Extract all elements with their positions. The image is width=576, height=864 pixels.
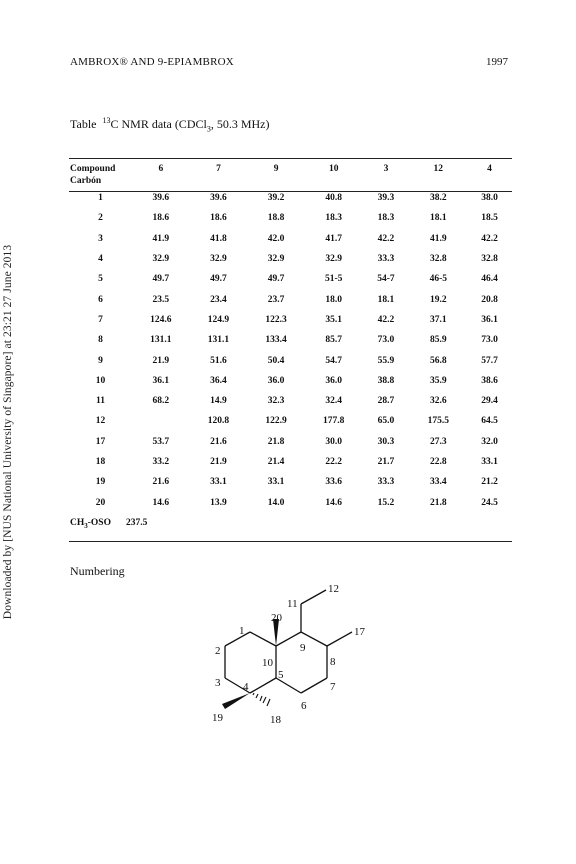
hashed-bond-18 bbox=[253, 693, 270, 706]
extra-row bbox=[70, 518, 148, 530]
atom-label: 3 bbox=[215, 677, 221, 689]
shift-value: 14.6 bbox=[152, 497, 170, 508]
shift-value: 177.8 bbox=[323, 416, 345, 427]
atom-label: 7 bbox=[330, 681, 336, 693]
carbon-number: 2 bbox=[98, 213, 103, 224]
shift-value: 18.6 bbox=[210, 213, 227, 224]
shift-value: 28.7 bbox=[377, 396, 395, 407]
table-row bbox=[69, 391, 512, 411]
shift-value: 33.3 bbox=[377, 254, 395, 265]
shift-value: 41.9 bbox=[152, 233, 170, 244]
table-row bbox=[69, 310, 512, 330]
shift-value: 33.3 bbox=[377, 477, 395, 488]
atom-label: 6 bbox=[301, 700, 307, 712]
shift-value: 57.7 bbox=[481, 355, 498, 366]
shift-value: 41.8 bbox=[210, 233, 227, 244]
molecule-numbering-diagram bbox=[180, 575, 400, 745]
shift-value: 27.3 bbox=[429, 436, 447, 447]
shift-value: 30.0 bbox=[325, 436, 342, 447]
shift-value: 73.0 bbox=[481, 335, 498, 346]
shift-value: 21.7 bbox=[377, 457, 395, 467]
shift-value: 18.3 bbox=[377, 213, 395, 224]
atom-label: 19 bbox=[212, 712, 223, 724]
bond bbox=[301, 678, 327, 693]
shift-value: 21.8 bbox=[267, 436, 285, 447]
wedge-bond-19 bbox=[222, 693, 250, 709]
table-row bbox=[69, 249, 512, 269]
shift-value: 175.5 bbox=[427, 416, 449, 427]
shift-value: 36.1 bbox=[152, 375, 170, 386]
shift-value: 32.4 bbox=[325, 396, 342, 407]
shift-value: 14.0 bbox=[267, 497, 285, 508]
shift-value: 42.0 bbox=[267, 233, 285, 244]
shift-value: 21.8 bbox=[429, 497, 447, 508]
bond bbox=[276, 632, 301, 646]
shift-value: 30.3 bbox=[377, 436, 395, 447]
table-row bbox=[69, 330, 512, 350]
shift-value: 85.9 bbox=[429, 335, 447, 346]
shift-value: 22.8 bbox=[429, 457, 447, 467]
table-row bbox=[69, 472, 512, 492]
shift-value: 21.6 bbox=[152, 477, 170, 488]
shift-value: 24.5 bbox=[481, 497, 498, 508]
atom-label: 2 bbox=[215, 645, 221, 657]
shift-value: 39.6 bbox=[210, 193, 227, 204]
atom-label: 12 bbox=[328, 583, 339, 595]
download-notice-text: Downloaded by [NUS National University of Singapore] at 23:21 27 June 2013 bbox=[2, 244, 15, 620]
table-row bbox=[69, 492, 512, 512]
caption-subscript: 3 bbox=[206, 124, 211, 134]
atom-label: 20 bbox=[271, 612, 282, 624]
bond bbox=[250, 632, 276, 646]
shift-value: 56.8 bbox=[429, 355, 447, 366]
caption-isotope: 13 bbox=[102, 116, 111, 125]
caption-suffix: , 50.3 MHz) bbox=[210, 117, 270, 131]
table-bottom-rule bbox=[69, 541, 512, 542]
shift-value: 22.2 bbox=[325, 457, 342, 467]
shift-value: 39.6 bbox=[152, 193, 170, 204]
column-header: 3 bbox=[383, 164, 389, 174]
carbon-number: 17 bbox=[95, 436, 106, 447]
shift-value: 18.3 bbox=[325, 213, 342, 224]
shift-value: 124.6 bbox=[150, 314, 172, 325]
column-header: 7 bbox=[216, 164, 221, 174]
shift-value: 33.2 bbox=[152, 457, 170, 467]
shift-value: 18.5 bbox=[481, 213, 498, 224]
shift-value: 36.0 bbox=[325, 375, 342, 386]
shift-value: 85.7 bbox=[325, 335, 342, 346]
shift-value: 54-7 bbox=[377, 274, 395, 285]
shift-value: 39.2 bbox=[267, 193, 285, 204]
shift-value: 122.9 bbox=[265, 416, 287, 427]
shift-value: 14.9 bbox=[210, 396, 227, 407]
shift-value: 36.0 bbox=[267, 375, 285, 386]
table-top-rule bbox=[69, 158, 512, 159]
shift-value: 21.9 bbox=[152, 355, 170, 366]
shift-value: 49.7 bbox=[210, 274, 227, 285]
shift-value: 64.5 bbox=[481, 416, 498, 427]
shift-value: 23.7 bbox=[267, 294, 285, 305]
shift-value: 38.8 bbox=[377, 375, 395, 386]
carbon-number: 11 bbox=[96, 396, 105, 407]
shift-value: 38.6 bbox=[481, 375, 498, 386]
shift-value: 21.6 bbox=[210, 436, 227, 447]
shift-value: 38.0 bbox=[481, 193, 498, 204]
shift-value: 18.1 bbox=[377, 294, 395, 305]
atom-label: 11 bbox=[287, 598, 298, 610]
shift-value: 33.1 bbox=[267, 477, 285, 488]
numbering-heading: Numbering bbox=[70, 564, 125, 578]
shift-value: 13.9 bbox=[210, 497, 227, 508]
nmr-data-table bbox=[69, 164, 512, 513]
shift-value: 42.2 bbox=[377, 314, 395, 325]
shift-value: 18.1 bbox=[429, 213, 447, 224]
carbon-number: 4 bbox=[98, 254, 103, 265]
shift-value: 32.9 bbox=[267, 254, 285, 265]
table-row bbox=[69, 411, 512, 431]
shift-value: 35.9 bbox=[429, 375, 447, 386]
shift-value: 38.2 bbox=[429, 193, 447, 204]
shift-value: 37.1 bbox=[429, 314, 447, 325]
shift-value: 21.9 bbox=[210, 457, 227, 467]
shift-value: 33.1 bbox=[481, 457, 498, 467]
shift-value: 50.4 bbox=[267, 355, 285, 366]
shift-value: 39.3 bbox=[377, 193, 395, 204]
shift-value: 18.8 bbox=[267, 213, 285, 224]
shift-value: 18.6 bbox=[152, 213, 170, 224]
shift-value: 65.0 bbox=[377, 416, 395, 427]
carbon-number: 8 bbox=[98, 335, 103, 346]
shift-value: 49.7 bbox=[152, 274, 170, 285]
table-row bbox=[69, 208, 512, 228]
shift-value: 53.7 bbox=[152, 436, 170, 447]
bond bbox=[327, 632, 352, 646]
running-head: AMBROX® AND 9-EPIAMBROX bbox=[70, 56, 234, 68]
page-number: 1997 bbox=[486, 56, 508, 68]
table-row bbox=[69, 432, 512, 452]
atom-label: 17 bbox=[354, 626, 365, 638]
shift-value: 23.5 bbox=[152, 294, 170, 305]
shift-value: 33.4 bbox=[429, 477, 447, 488]
shift-value: 55.9 bbox=[377, 355, 395, 366]
carbon-number: 10 bbox=[95, 375, 106, 386]
table-subheader-row bbox=[69, 176, 512, 188]
atom-label: 9 bbox=[300, 642, 306, 654]
shift-value: 122.3 bbox=[265, 314, 287, 325]
shift-value: 131.1 bbox=[207, 335, 230, 346]
shift-value: 73.0 bbox=[377, 335, 395, 346]
atom-label: 1 bbox=[239, 625, 245, 637]
shift-value: 42.2 bbox=[481, 233, 498, 244]
shift-value: 32.9 bbox=[210, 254, 227, 265]
shift-value bbox=[132, 411, 190, 431]
shift-value: 15.2 bbox=[377, 497, 395, 508]
table-caption bbox=[70, 116, 270, 133]
shift-value: 35.1 bbox=[325, 314, 342, 325]
column-header: 12 bbox=[433, 164, 444, 174]
shift-value: 131.1 bbox=[150, 335, 172, 346]
atom-label: 4 bbox=[243, 681, 249, 693]
shift-value: 46.4 bbox=[481, 274, 498, 285]
header-compound-label: Compound bbox=[70, 164, 116, 174]
shift-value: 19.2 bbox=[429, 294, 447, 305]
shift-value: 20.8 bbox=[481, 294, 498, 305]
carbon-number: 20 bbox=[95, 497, 106, 508]
shift-value: 32.8 bbox=[481, 254, 498, 265]
table-row bbox=[69, 371, 512, 391]
extra-row-value: 237.5 bbox=[126, 518, 148, 528]
carbon-number: 3 bbox=[98, 233, 103, 244]
shift-value: 68.2 bbox=[152, 396, 170, 407]
download-notice bbox=[0, 0, 16, 864]
carbon-number: 19 bbox=[95, 477, 106, 488]
shift-value: 23.4 bbox=[210, 294, 227, 305]
shift-value: 42.2 bbox=[377, 233, 395, 244]
shift-value: 124.9 bbox=[207, 314, 230, 325]
bond bbox=[225, 632, 250, 646]
column-header: 9 bbox=[273, 164, 279, 174]
table-row bbox=[69, 229, 512, 249]
header-carbon-label: Carbón bbox=[70, 176, 102, 186]
table-row bbox=[69, 289, 512, 309]
table-row bbox=[69, 188, 512, 208]
carbon-number: 6 bbox=[98, 294, 103, 305]
shift-value: 18.0 bbox=[325, 294, 342, 305]
carbon-number: 5 bbox=[98, 274, 103, 285]
caption-prefix: Table bbox=[70, 117, 97, 131]
shift-value: 32.9 bbox=[152, 254, 170, 265]
caption-main: C NMR data (CDCl bbox=[110, 117, 207, 131]
table-row bbox=[69, 350, 512, 370]
table-header-row bbox=[69, 164, 512, 176]
extra-row-label: $CH_3$-OSO bbox=[70, 518, 111, 530]
carbon-number: 18 bbox=[95, 457, 106, 467]
shift-value: 33.1 bbox=[210, 477, 227, 488]
atom-label: 18 bbox=[270, 714, 281, 726]
carbon-number: 12 bbox=[95, 416, 106, 427]
shift-value: 33.6 bbox=[325, 477, 342, 488]
atom-label: 10 bbox=[262, 657, 273, 669]
shift-value: 14.6 bbox=[325, 497, 342, 508]
shift-value: 21.2 bbox=[481, 477, 498, 488]
shift-value: 41.9 bbox=[429, 233, 447, 244]
shift-value: 36.4 bbox=[210, 375, 227, 386]
carbon-number: 1 bbox=[98, 193, 103, 204]
shift-value: 32.3 bbox=[267, 396, 285, 407]
shift-value: 40.8 bbox=[325, 193, 342, 204]
shift-value: 41.7 bbox=[325, 233, 342, 244]
table-row bbox=[69, 452, 512, 472]
carbon-number: 9 bbox=[98, 355, 103, 366]
atom-label: 5 bbox=[278, 669, 284, 681]
carbon-number: 7 bbox=[98, 314, 103, 325]
atom-label: 8 bbox=[330, 656, 336, 668]
shift-value: 51.6 bbox=[210, 355, 227, 366]
column-header: 6 bbox=[158, 164, 164, 174]
shift-value: 32.0 bbox=[481, 436, 498, 447]
shift-value: 49.7 bbox=[267, 274, 285, 285]
shift-value: 54.7 bbox=[325, 355, 342, 366]
shift-value: 51-5 bbox=[324, 274, 343, 285]
shift-value: 32.8 bbox=[429, 254, 447, 265]
bond bbox=[301, 590, 326, 604]
shift-value: 29.4 bbox=[481, 396, 498, 407]
table-row bbox=[69, 269, 512, 289]
shift-value: 133.4 bbox=[265, 335, 287, 346]
shift-value: 21.4 bbox=[267, 457, 285, 467]
shift-value: 120.8 bbox=[207, 416, 230, 427]
shift-value: 32.9 bbox=[325, 254, 342, 265]
shift-value: 36.1 bbox=[481, 314, 498, 325]
bond bbox=[250, 678, 276, 693]
column-header: 10 bbox=[328, 164, 339, 174]
shift-value: 46-5 bbox=[429, 274, 447, 285]
column-header: 4 bbox=[487, 164, 492, 174]
shift-value: 32.6 bbox=[429, 396, 447, 407]
